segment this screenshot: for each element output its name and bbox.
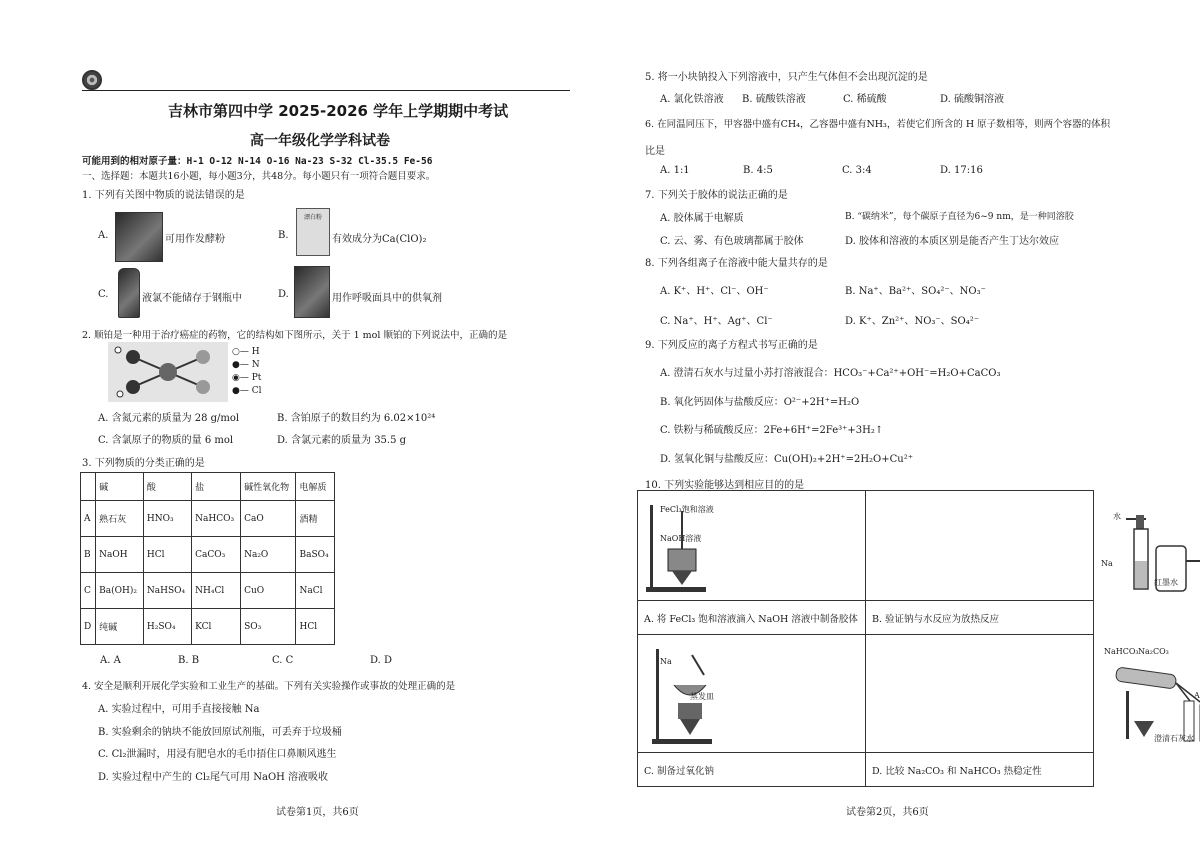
table-cell: BaSO₄: [296, 537, 335, 573]
exp-c-label-na: Na: [660, 657, 672, 666]
q4-option-a: A. 实验过程中，可用手直接接触 Na: [98, 704, 260, 715]
q4-option-d: D. 实验过程中产生的 Cl₂尾气可用 NaOH 溶液吸收: [98, 772, 329, 783]
q9-option-c: C. 铁粉与稀硫酸反应：2Fe+6H⁺=2Fe³⁺+3H₂↑: [660, 425, 884, 436]
bleach-powder-image: [296, 208, 330, 256]
exp-b-label-water: 水: [1113, 512, 1121, 521]
q3-option-a: A. A: [100, 655, 121, 666]
table-cell: NaHCO₃: [192, 501, 241, 537]
q1-option-c-label: C.: [98, 289, 109, 300]
experiment-b-caption: B. 验证钠与水反应为放热反应: [866, 601, 1094, 635]
q7-option-b: B. “碳纳米”，每个碳原子直径为6~9 nm，是一种同溶胶: [845, 212, 1074, 222]
structure-legend: ○— H ●— N ◉— Pt ●— Cl: [232, 347, 262, 396]
table-cell: 熟石灰: [96, 501, 144, 537]
table-cell: C: [81, 573, 96, 609]
table-row: [638, 491, 1094, 601]
experiment-c-caption: C. 制备过氧化钠: [638, 753, 866, 787]
q2-option-c: C. 含氯原子的物质的量 6 mol: [98, 435, 234, 446]
table-header: 酸: [143, 473, 191, 501]
table-row: [81, 573, 335, 609]
experiment-table: [637, 490, 1200, 787]
q5-option-a: A. 氯化铁溶液: [660, 94, 724, 105]
table-cell: CaCO₃: [192, 537, 241, 573]
table-cell: HNO₃: [143, 501, 191, 537]
table-cell: NaOH: [96, 537, 144, 573]
school-logo-icon: [82, 70, 102, 90]
table-header: 碱性氧化物: [241, 473, 296, 501]
q3-stem: 3. 下列物质的分类正确的是: [82, 458, 205, 469]
legend-h: H: [251, 347, 260, 357]
table-row: [81, 537, 335, 573]
table-cell: SO₃: [241, 609, 296, 645]
table-header: [81, 473, 96, 501]
exp-d-label-a: A: [1194, 691, 1200, 700]
q7-option-d: D. 胶体和溶液的本质区别是能否产生丁达尔效应: [845, 236, 1060, 247]
q9-stem: 9. 下列反应的离子方程式书写正确的是: [645, 340, 818, 351]
page-footer: 试卷第1页，共6页: [276, 807, 359, 818]
q4-stem: 4. 安全是顺利开展化学实验和工业生产的基础。下列有关实验操作或事故的处理正确的是: [82, 681, 456, 692]
q7-option-c: C. 云、雾、有色玻璃都属于胶体: [660, 236, 804, 247]
exp-b-label-ink: 红墨水: [1154, 578, 1178, 587]
classification-table: [80, 472, 335, 645]
table-cell: 酒精: [296, 501, 335, 537]
exp-a-label-naoh: NaOH溶液: [660, 534, 702, 543]
table-row: [81, 501, 335, 537]
table-cell: 纯碱: [96, 609, 144, 645]
table-row: [81, 609, 335, 645]
baking-soda-image: [115, 212, 163, 262]
table-cell: HCl: [296, 609, 335, 645]
q2-option-d: D. 含氯元素的质量为 35.5 g: [277, 435, 407, 446]
exp-c-label-dish: 蒸发皿: [690, 692, 714, 701]
table-cell: Na₂O: [241, 537, 296, 573]
q8-option-c: C. Na⁺、H⁺、Ag⁺、Cl⁻: [660, 316, 773, 327]
exp-b-label-na: Na: [1101, 559, 1113, 568]
q1-option-a-label: A.: [98, 230, 109, 241]
q1-option-b-text: 有效成分为Ca(ClO)₂: [332, 234, 427, 245]
experiment-a-caption: A. 将 FeCl₃ 饱和溶液滴入 NaOH 溶液中制备胶体: [638, 601, 866, 635]
table-header: 电解质: [296, 473, 335, 501]
q1-option-d-label: D.: [278, 289, 289, 300]
q6-option-d: D. 17:16: [940, 165, 983, 176]
experiment-a-figure: [638, 491, 866, 601]
table-row: [638, 753, 1094, 787]
experiment-d-caption: D. 比较 Na₂CO₃ 和 NaHCO₃ 热稳定性: [866, 753, 1094, 787]
q1-option-b-label: B.: [278, 230, 289, 241]
q1-option-a-text: 可用作发酵粉: [165, 234, 225, 245]
table-cell: KCl: [192, 609, 241, 645]
header-rule: [82, 90, 570, 91]
table-cell: B: [81, 537, 96, 573]
table-row: [638, 635, 1094, 753]
q5-option-d: D. 硫酸铜溶液: [940, 94, 1005, 105]
table-cell: NaCl: [296, 573, 335, 609]
legend-n: N: [251, 360, 260, 370]
q3-option-c: C. C: [272, 655, 294, 666]
experiment-d-figure: [866, 635, 1200, 753]
section-one-heading: 一、选择题：本题共16小题，每小题3分，共48分。每小题只有一项符合题目要求。: [82, 171, 436, 182]
table-header-row: [81, 473, 335, 501]
experiment-c-figure: [638, 635, 866, 753]
q7-option-a: A. 胶体属于电解质: [660, 213, 744, 224]
q2-option-a: A. 含氮元素的质量为 28 g/mol: [98, 413, 240, 424]
q7-stem: 7. 下列关于胶体的说法正确的是: [645, 190, 788, 201]
sodium-peroxide-image: [294, 266, 330, 318]
q1-stem: 1. 下列有关图中物质的说法错误的是: [82, 190, 245, 201]
legend-cl: Cl: [251, 386, 262, 396]
atomic-masses: 可能用到的相对原子量：H-1 O-12 N-14 O-16 Na-23 S-32 Cl-35.5 Fe-56: [82, 156, 433, 167]
q8-stem: 8. 下列各组离子在溶液中能大量共存的是: [645, 258, 828, 269]
q5-option-c: C. 稀硫酸: [843, 94, 887, 105]
q4-option-c: C. Cl₂泄漏时，用浸有肥皂水的毛巾捂住口鼻顺风逃生: [98, 749, 337, 760]
exp-a-label-fecl3: FeCl₃饱和溶液: [660, 505, 714, 514]
subject-title: 高一年级化学学科试卷: [250, 133, 390, 149]
q8-option-d: D. K⁺、Zn²⁺、NO₃⁻、SO₄²⁻: [845, 316, 980, 327]
table-cell: CaO: [241, 501, 296, 537]
table-header: 盐: [192, 473, 241, 501]
q9-option-b: B. 氧化钙固体与盐酸反应：O²⁻+2H⁺=H₂O: [660, 397, 860, 408]
q2-stem: 2. 顺铂是一种用于治疗癌症的药物，它的结构如下图所示，关于 1 mol 顺铂的下列说法中，正确的是: [82, 330, 507, 341]
q9-option-a: A. 澄清石灰水与过量小苏打溶液混合：HCO₃⁻+Ca²⁺+OH⁻=H₂O+CaCO₃: [660, 368, 1001, 379]
table-cell: NH₄Cl: [192, 573, 241, 609]
q1-option-d-text: 用作呼吸面具中的供氧剂: [332, 293, 442, 304]
table-cell: NaHSO₄: [143, 573, 191, 609]
q6-option-b: B. 4:5: [743, 165, 773, 176]
q9-option-d: D. 氢氧化铜与盐酸反应：Cu(OH)₂+2H⁺=2H₂O+Cu²⁺: [660, 454, 914, 465]
q6-option-c: C. 3:4: [842, 165, 872, 176]
table-header: 碱: [96, 473, 144, 501]
q4-option-b: B. 实验剩余的钠块不能放回原试剂瓶，可丢弃于垃圾桶: [98, 727, 342, 738]
exp-d-label-lime-water: 澄清石灰水: [1154, 734, 1194, 743]
experiment-b-figure: [866, 491, 1178, 601]
q5-stem: 5. 将一小块钠投入下列溶液中，只产生气体但不会出现沉淀的是: [645, 72, 928, 83]
q2-option-b: B. 含铂原子的数目约为 6.02×10²⁴: [277, 413, 436, 424]
exp-a-apparatus: [646, 501, 716, 596]
legend-pt: Pt: [251, 373, 262, 383]
table-row: [638, 601, 1094, 635]
q5-option-b: B. 硫酸铁溶液: [742, 94, 806, 105]
school-title: 吉林市第四中学 2025-2026 学年上学期期中考试: [168, 102, 509, 120]
exp-d-label-nahco3: NaHCO₃: [1104, 647, 1139, 656]
q6-stem: 6. 在同温同压下，甲容器中盛有CH₄，乙容器中盛有NH₃，若使它们所含的 H 原子数相等，则两个容器的体积: [645, 119, 1111, 130]
q6-option-a: A. 1:1: [660, 165, 690, 176]
table-cell: A: [81, 501, 96, 537]
q10-stem: 10. 下列实验能够达到相应目的的是: [645, 480, 805, 491]
chlorine-cylinder-image: [118, 268, 140, 318]
q8-option-a: A. K⁺、H⁺、Cl⁻、OH⁻: [660, 286, 769, 297]
exp-d-label-na2co3: Na₂CO₃: [1138, 647, 1169, 656]
q3-option-d: D. D: [370, 655, 393, 666]
table-cell: CuO: [241, 573, 296, 609]
bleach-label: 漂白粉: [303, 214, 322, 221]
q6-stem-cont: 比是: [645, 146, 665, 157]
q8-option-b: B. Na⁺、Ba²⁺、SO₄²⁻、NO₃⁻: [845, 286, 986, 297]
page-footer-2: 试卷第2页，共6页: [846, 807, 929, 818]
table-cell: HCl: [143, 537, 191, 573]
q1-option-c-text: 液氯不能储存于钢瓶中: [142, 293, 242, 304]
q3-option-b: B. B: [178, 655, 200, 666]
table-cell: Ba(OH)₂: [96, 573, 144, 609]
table-cell: H₂SO₄: [143, 609, 191, 645]
table-cell: D: [81, 609, 96, 645]
